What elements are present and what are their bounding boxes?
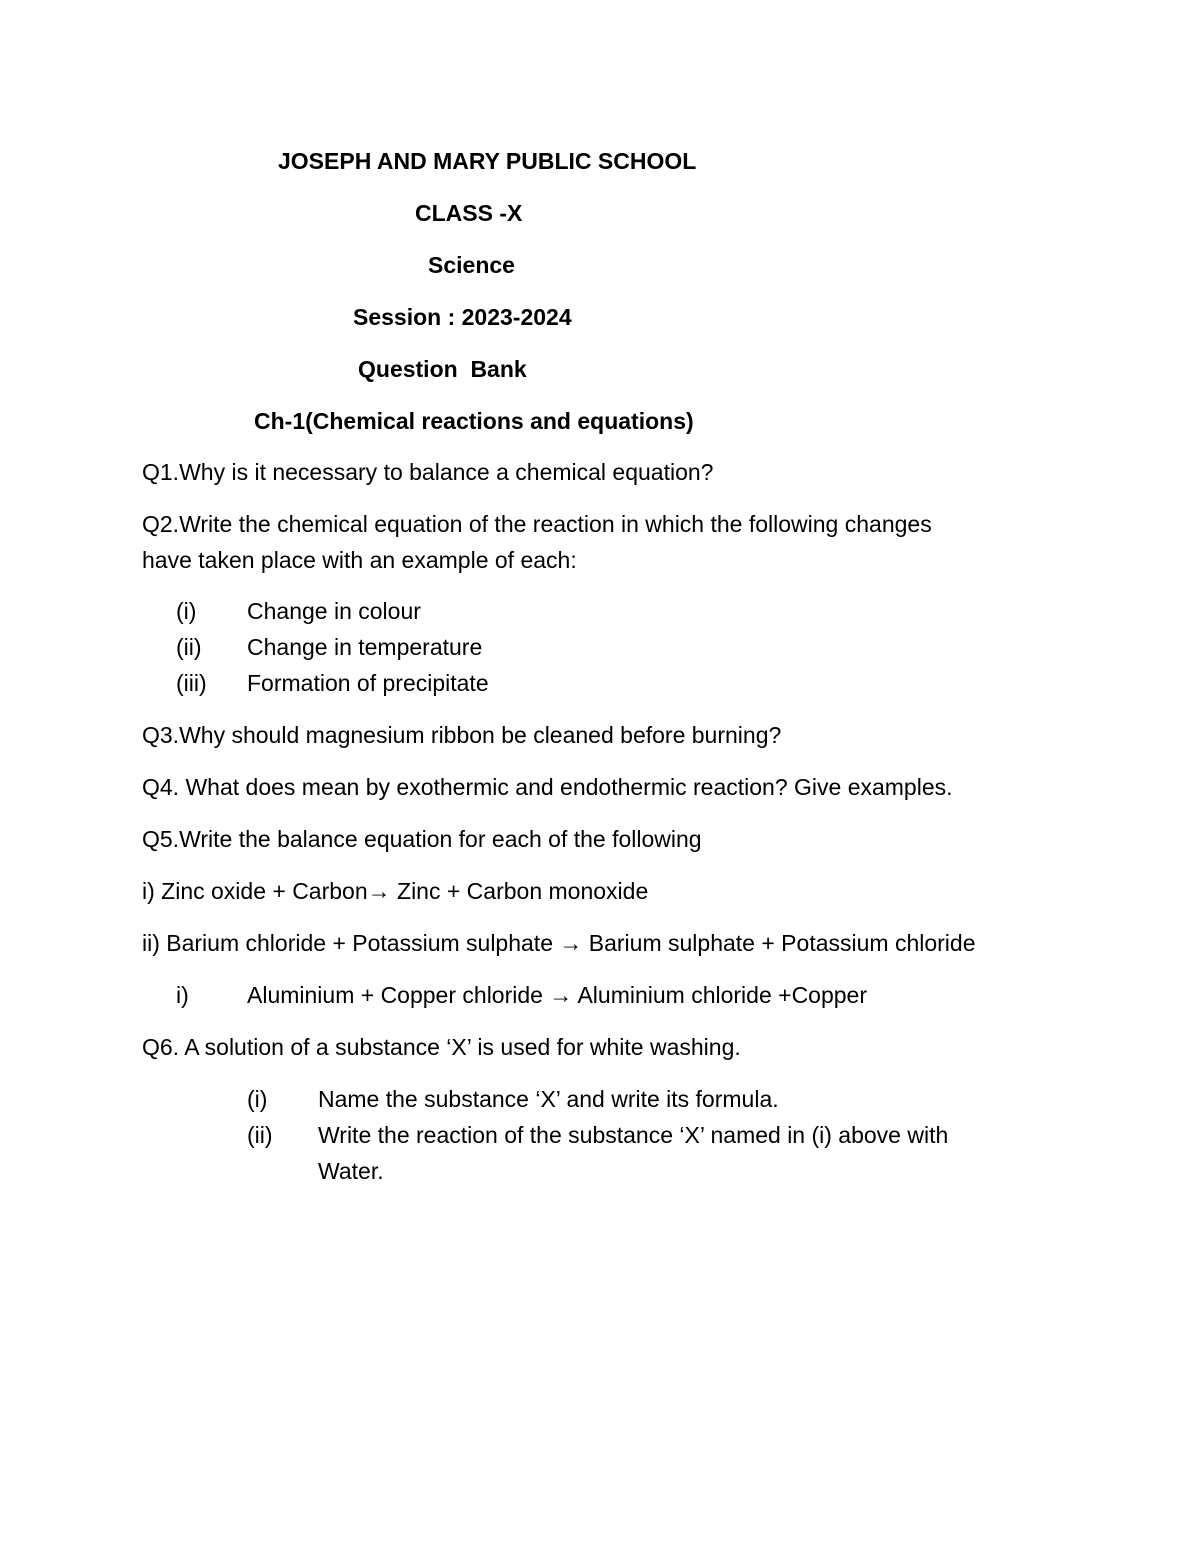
- question-1: Q1.Why is it necessary to balance a chemical equation?: [142, 459, 714, 485]
- list-item-text: Write the reaction of the substance ‘X’ named in (i) above with: [318, 1122, 949, 1148]
- list-item-text: Change in temperature: [247, 634, 483, 660]
- question-3: Q3.Why should magnesium ribbon be cleaned before burning?: [142, 722, 782, 748]
- question-bank-title: Question Bank: [358, 356, 527, 382]
- list-marker: (iii): [176, 670, 207, 696]
- school-name: JOSEPH AND MARY PUBLIC SCHOOL: [278, 148, 697, 174]
- question-4: Q4. What does mean by exothermic and endothermic reaction? Give examples.: [142, 774, 953, 800]
- question-2-line-1: Q2.Write the chemical equation of the reaction in which the following changes: [142, 511, 932, 537]
- list-item-text: Aluminium + Copper chloride → Aluminium chloride +Copper: [247, 982, 868, 1008]
- equation-item: ii) Barium chloride + Potassium sulphate → Barium sulphate + Potassium chloride: [142, 930, 976, 956]
- question-5: Q5.Write the balance equation for each of the following: [142, 826, 702, 852]
- session-label: Session : 2023-2024: [353, 304, 572, 330]
- list-marker: (i): [247, 1086, 268, 1112]
- list-item-text: Formation of precipitate: [247, 670, 489, 696]
- list-item-continuation: Water.: [318, 1158, 384, 1184]
- list-item-text: Name the substance ‘X’ and write its formula.: [318, 1086, 779, 1112]
- list-marker: (ii): [176, 634, 202, 660]
- chapter-title: Ch-1(Chemical reactions and equations): [254, 408, 694, 434]
- question-6: Q6. A solution of a substance ‘X’ is used for white washing.: [142, 1034, 741, 1060]
- class-label: CLASS -X: [415, 200, 523, 226]
- equation-item: i) Zinc oxide + Carbon→ Zinc + Carbon monoxide: [142, 878, 649, 904]
- list-item-text: Change in colour: [247, 598, 421, 624]
- question-2-line-2: have taken place with an example of each:: [142, 547, 577, 573]
- subject-label: Science: [428, 252, 515, 278]
- list-marker: (i): [176, 598, 197, 624]
- list-marker: (ii): [247, 1122, 273, 1148]
- list-marker: i): [176, 982, 189, 1008]
